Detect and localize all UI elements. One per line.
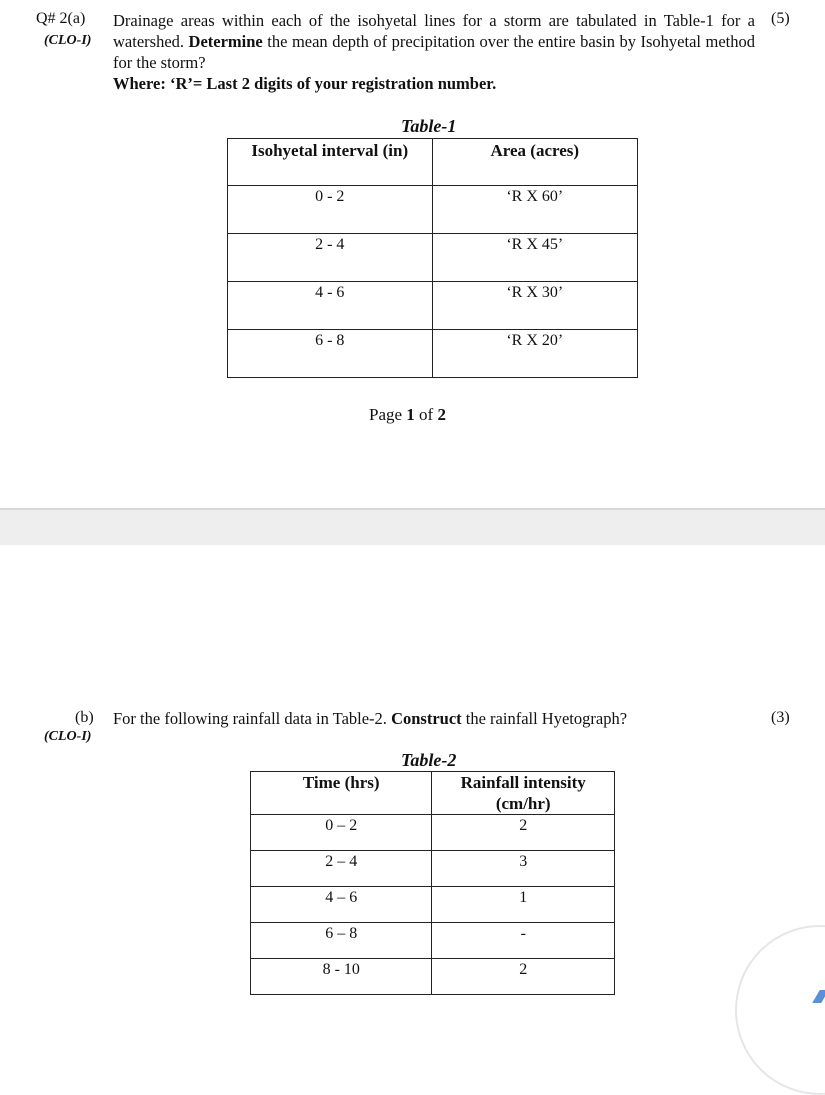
page-label: Page (369, 405, 407, 424)
table2 (250, 771, 615, 995)
question-b-text (113, 708, 733, 729)
question-a-text-part1: Drainage areas within each of the isohyetal lines for a storm are tabulated in Table-1 for a watershed. (113, 11, 755, 51)
table-row (228, 186, 638, 234)
table2-header-time: Time (hrs) (251, 772, 432, 815)
table2-header-intensity: Rainfall intensity (cm/hr) (432, 772, 615, 815)
question-a-text-part2: the mean depth of precipitation over the entire basin by Isohyetal method for the storm? (113, 32, 755, 72)
table1-area-cell: ‘R X 45’ (432, 234, 637, 282)
table1 (227, 138, 638, 378)
table1-interval-cell: 4 - 6 (228, 282, 433, 330)
question-a-number: Q# 2(a) (36, 10, 86, 27)
table2-intensity-cell: - (432, 923, 615, 959)
table1-interval-cell: 2 - 4 (228, 234, 433, 282)
table-row (251, 815, 615, 851)
table-row (251, 923, 615, 959)
table2-intensity-cell: 3 (432, 851, 615, 887)
question-a-text-bold: Determine (188, 32, 263, 51)
question-a-clo: (CLO-I) (44, 33, 92, 48)
table1-interval-cell: 6 - 8 (228, 330, 433, 378)
question-b-text-part1: For the following rainfall data in Table-2. (113, 709, 392, 728)
table-row (228, 234, 638, 282)
table1-header-row (228, 139, 638, 186)
table1-header-area: Area (acres) (432, 139, 637, 186)
table1-area-cell: ‘R X 20’ (432, 330, 637, 378)
page-number (369, 405, 446, 425)
table1-interval-cell: 0 - 2 (228, 186, 433, 234)
question-b-text-bold: Construct (391, 709, 462, 728)
table-row (228, 282, 638, 330)
table2-header-row (251, 772, 615, 815)
table2-time-cell: 4 – 6 (251, 887, 432, 923)
table-row (251, 851, 615, 887)
table2-intensity-cell: 2 (432, 815, 615, 851)
table2-intensity-cell: 1 (432, 887, 615, 923)
table1-caption: Table-1 (401, 116, 457, 136)
corner-decoration (735, 925, 825, 1095)
table2-time-cell: 2 – 4 (251, 851, 432, 887)
question-a-where: Where: ‘R’= Last 2 digits of your registration number. (113, 74, 497, 93)
table-row (228, 330, 638, 378)
question-b-text-part2: the rainfall Hyetograph? (461, 709, 628, 728)
table2-time-cell: 8 - 10 (251, 959, 432, 995)
page-total: 2 (437, 405, 446, 424)
table-row (251, 887, 615, 923)
table1-area-cell: ‘R X 30’ (432, 282, 637, 330)
question-a-text (113, 10, 755, 73)
page-separator (0, 508, 825, 545)
page-of: of (414, 405, 438, 424)
table-row (251, 959, 615, 995)
table2-time-cell: 6 – 8 (251, 923, 432, 959)
question-b-number: (b) (75, 709, 94, 726)
table2-intensity-cell: 2 (432, 959, 615, 995)
question-a-marks: (5) (771, 10, 790, 27)
table1-header-interval: Isohyetal interval (in) (228, 139, 433, 186)
table1-area-cell: ‘R X 60’ (432, 186, 637, 234)
question-b-clo: (CLO-I) (44, 729, 92, 744)
page-current: 1 (406, 405, 415, 424)
table2-caption: Table-2 (401, 750, 457, 770)
table2-time-cell: 0 – 2 (251, 815, 432, 851)
question-b-marks: (3) (771, 709, 790, 726)
